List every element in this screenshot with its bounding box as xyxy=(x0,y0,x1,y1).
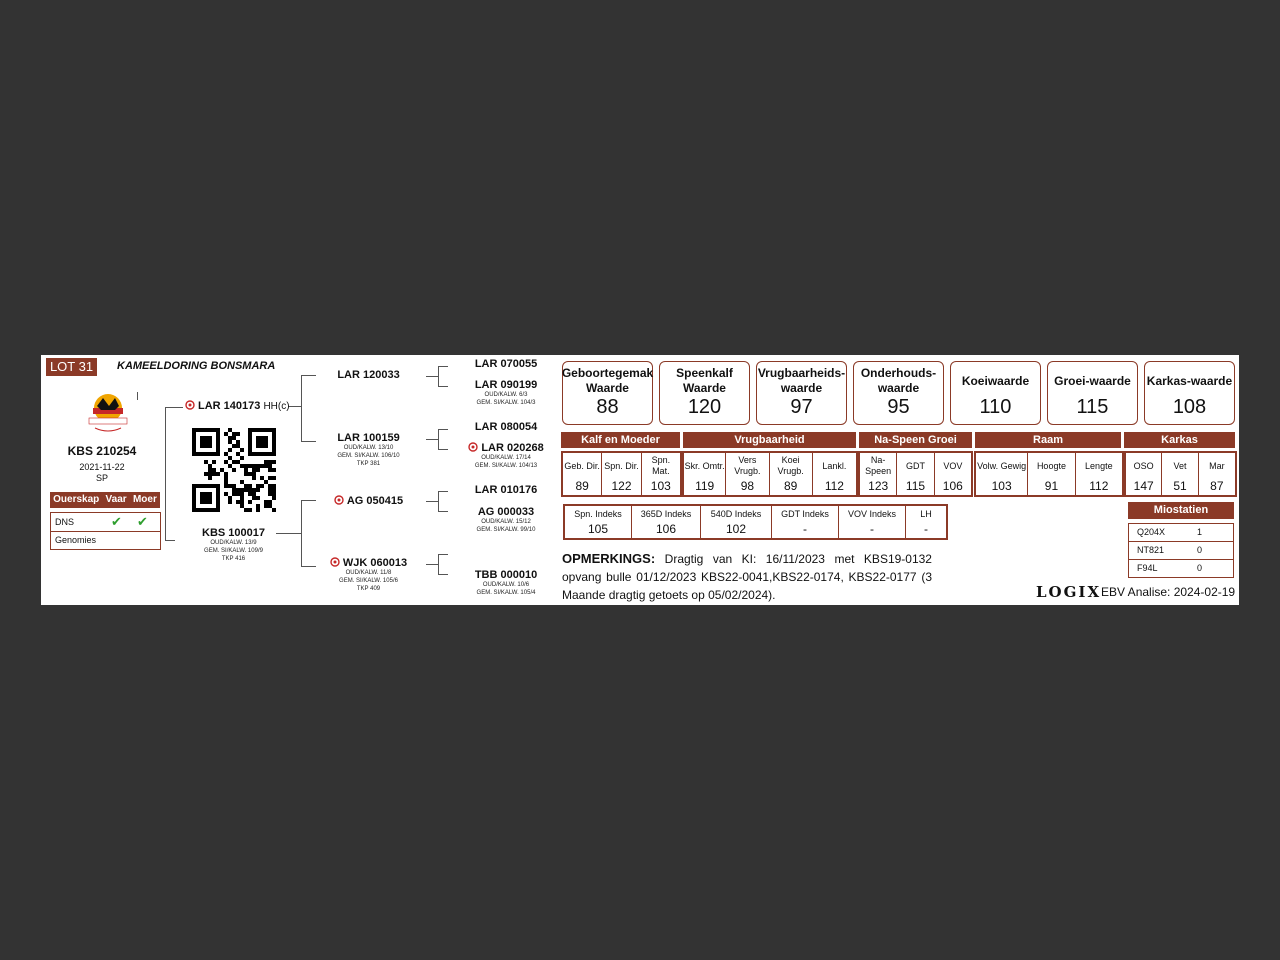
table-row xyxy=(51,513,160,532)
value-box xyxy=(659,361,750,425)
logix-logo: LOGIX xyxy=(1036,583,1102,601)
ssd-id: LAR 090199 xyxy=(474,379,538,391)
ownership-table xyxy=(50,512,161,550)
value-box xyxy=(1144,361,1235,425)
value-number: 88 xyxy=(596,396,619,418)
dd-line: TKP 409 xyxy=(356,586,381,592)
value-number: 108 xyxy=(1172,396,1207,418)
dsd-id: AG 000033 xyxy=(477,506,535,518)
value-title: Speenkalf Waarde xyxy=(676,366,733,395)
trait-cell: Na-Speen 123 xyxy=(860,453,897,495)
ownership-row-label: DNS xyxy=(55,517,75,527)
sds-id: LAR 080054 xyxy=(474,421,538,433)
ownership-col: Moer xyxy=(132,494,157,505)
ssd-line: GEM. SI/KALW. 104/3 xyxy=(476,400,536,406)
value-number: 110 xyxy=(979,396,1012,418)
trait-cell: GDT 115 xyxy=(897,453,934,495)
ddd-line: OUD/KALW. 10/6 xyxy=(482,582,530,588)
index-cell: 540D Indeks 102 xyxy=(701,506,772,538)
value-box xyxy=(562,361,653,425)
myostatin-table xyxy=(1128,523,1234,578)
lot-badge: LOT 31 xyxy=(46,358,97,376)
trait-cell: Lankl. 112 xyxy=(822,460,847,493)
value-box xyxy=(756,361,847,425)
analysis-date: EBV Analise: 2024-02-19 xyxy=(1101,585,1236,599)
trait-group xyxy=(858,451,973,497)
value-title: Geboortegemak Waarde xyxy=(561,366,654,395)
sdd-line: OUD/KALW. 17/14 xyxy=(481,455,531,461)
sd-line: TKP 381 xyxy=(356,461,381,467)
farm-name: KAMEELDORING BONSMARA xyxy=(117,360,276,372)
sdd-line: GEM. SI/KALW. 104/13 xyxy=(474,463,538,469)
index-cell: LH - xyxy=(920,508,932,536)
value-box xyxy=(853,361,944,425)
value-box xyxy=(1047,361,1138,425)
value-box xyxy=(950,361,1041,425)
trait-cell: Skr. Omtr. 119 xyxy=(684,453,726,495)
sdd-id: LAR 020268 xyxy=(461,442,551,454)
trait-cell: Lengte 112 xyxy=(1085,460,1113,493)
value-title: Karkas-waarde xyxy=(1146,373,1233,388)
trait-group xyxy=(561,451,682,497)
ownership-header xyxy=(50,492,160,508)
value-number: 115 xyxy=(1076,396,1109,418)
trait-group xyxy=(974,451,1124,497)
trait-group xyxy=(682,451,858,497)
table-row: NT821 0 xyxy=(1129,542,1233,560)
dam-line: GEM. SI/KALW. 109/9 xyxy=(204,548,263,554)
dam-id: KBS 100017 xyxy=(202,527,265,539)
ssd-line: OUD/KALW. 6/3 xyxy=(484,392,528,398)
ddd-line: GEM. SI/KALW. 105/4 xyxy=(476,590,536,596)
sire-id: LAR 140173 HH(c) xyxy=(185,400,290,412)
index-cell: Spn. Indeks 105 xyxy=(565,506,632,538)
dam-line: TKP 416 xyxy=(221,556,246,562)
dsd-line: OUD/KALW. 15/12 xyxy=(481,519,531,525)
trait-cell: Vet 51 xyxy=(1162,453,1198,495)
index-cell: GDT Indeks - xyxy=(772,506,839,538)
dam-line: OUD/KALW. 13/9 xyxy=(210,540,257,546)
trait-cell: Spn. Dir. 122 xyxy=(602,453,641,495)
ss-id: LAR 120033 xyxy=(337,369,400,381)
sdd xyxy=(461,442,551,470)
index-table xyxy=(563,504,948,540)
catalogue-card xyxy=(41,355,1239,605)
ssd xyxy=(461,379,551,407)
ownership-col: Vaar xyxy=(105,494,127,505)
value-title: Groei-waarde xyxy=(1054,373,1131,388)
trait-cell: Volw. Gewig 103 xyxy=(976,453,1028,495)
value-title: Vrugbaarheids-waarde xyxy=(757,366,846,395)
sss-id: LAR 070055 xyxy=(474,358,538,370)
ddd xyxy=(461,569,551,597)
dss-id: LAR 010176 xyxy=(474,484,538,496)
sd-line: GEM. SI/KALW. 106/10 xyxy=(337,453,400,459)
dd-id: WJK 060013 xyxy=(326,557,411,569)
ownership-row-label: Genomies xyxy=(55,535,97,545)
dd xyxy=(326,557,411,593)
animal-date: 2021-11-22 xyxy=(79,462,125,472)
value-number: 95 xyxy=(887,396,910,418)
table-row: Q204X 1 xyxy=(1129,524,1233,542)
category-header: Vrugbaarheid xyxy=(683,432,856,448)
ds-id: AG 050415 xyxy=(326,495,411,507)
dam xyxy=(186,527,281,563)
qr-code[interactable] xyxy=(192,428,276,512)
ownership-col: Ouerskap xyxy=(53,494,100,505)
target-icon xyxy=(468,442,478,452)
dsd-line: GEM. SI/KALW. 99/10 xyxy=(476,527,536,533)
remarks xyxy=(562,550,932,604)
category-header: Kalf en Moeder xyxy=(561,432,680,448)
check-icon: ✔ xyxy=(137,514,148,529)
animal-id: KBS 210254 xyxy=(67,444,137,458)
sd xyxy=(326,432,411,468)
trait-cell: Spn. Mat. 103 xyxy=(650,455,671,493)
target-icon xyxy=(334,495,344,505)
table-row xyxy=(51,532,160,549)
trait-cell: Geb. Dir. 89 xyxy=(563,453,602,495)
target-icon xyxy=(330,557,340,567)
dsd xyxy=(461,506,551,534)
ddd-id: TBB 000010 xyxy=(474,569,538,581)
value-number: 97 xyxy=(790,396,813,418)
value-title: Onderhouds-waarde xyxy=(860,366,937,395)
category-header: Karkas xyxy=(1124,432,1235,448)
trait-cell: OSO 147 xyxy=(1126,453,1162,495)
category-header: Na-Speen Groei xyxy=(859,432,972,448)
sd-line: OUD/KALW. 13/10 xyxy=(343,445,394,451)
dd-line: OUD/KALW. 11/8 xyxy=(345,570,392,576)
index-cell: VOV Indeks - xyxy=(839,506,906,538)
index-cell: 365D Indeks 106 xyxy=(632,506,701,538)
value-title: Koeiwaarde xyxy=(961,373,1030,388)
trait-cell: Koei Vrugb. 89 xyxy=(770,453,813,495)
sd-id: LAR 100159 xyxy=(337,432,400,444)
trait-cell: VOV 106 xyxy=(942,460,963,493)
category-header: Raam xyxy=(975,432,1121,448)
value-number: 120 xyxy=(687,396,722,418)
myostatin-title: Miostatien xyxy=(1128,502,1234,519)
remarks-label: OPMERKINGS: xyxy=(562,551,656,566)
check-icon: ✔ xyxy=(111,514,122,529)
trait-cell: Vers Vrugb. 98 xyxy=(726,453,769,495)
table-row: F94L 0 xyxy=(1137,563,1203,573)
animal-type: SP xyxy=(95,473,108,483)
remarks-text: Dragtig van KI: 16/11/2023 met KBS19-0132 opvang bulle 01/12/2023 KBS22-0041,KBS22-0174, KBS22-0177 (3 Maande dragtig getoets op 05/02/2024). xyxy=(562,552,932,602)
trait-cell: Mar 87 xyxy=(1209,460,1225,493)
dd-line: GEM. SI/KALW. 105/6 xyxy=(339,578,398,584)
trait-group xyxy=(1124,451,1237,497)
trait-cell: Hoogte 91 xyxy=(1028,453,1075,495)
target-icon xyxy=(185,400,195,410)
farm-logo xyxy=(85,392,131,434)
